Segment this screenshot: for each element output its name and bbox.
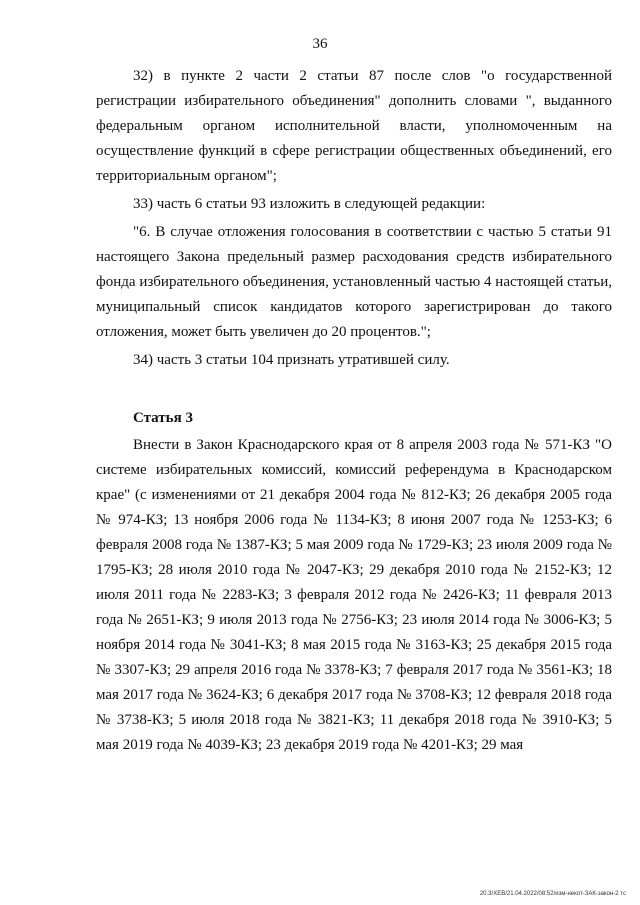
article-body: Внести в Закон Краснодарского края от 8 апреля 2003 года № 571-КЗ "О системе избирательных комиссий, комиссий референдума в Краснодарском крае" (с изменениями от 21 декабря 2004 года № 812-КЗ; 26 декабря 2005 года № 974-КЗ; 13 ноября 2006 года № 1134-КЗ; 8 июня 2007 года № 1253-КЗ; 6 февраля 2008 года № 1387-КЗ; 5 мая 2009 года № 1729-КЗ; 23 июля 2009 года № 1795-КЗ; 28 июля 2010 года № 2047-КЗ; 29 декабря 2010 года № 2152-КЗ; 12 июля 2011 года № 2283-КЗ; 3 февраля 2012 года № 2426-КЗ; 11 февраля 2013 года № 2651-КЗ; 9 июля 2013 года № 2756-КЗ; 23 июля 2014 года № 3006-КЗ; 5 ноября 2014 года № 3041-КЗ; 8 мая 2015 года № 3163-КЗ; 25 декабря 2015 года № 3307-КЗ; 29 апреля 2016 года № 3378-КЗ; 7 февраля 2017 года № 3561-КЗ; 18 мая 2017 года № 3624-КЗ; 6 декабря 2017 года № 3708-КЗ; 12 февраля 2018 года № 3738-КЗ; 5 июля 2018 года № 3821-КЗ; 11 декабря 2018 года № 3910-КЗ; 5 мая 2019 года № 4039-КЗ; 23 декабря 2019 года № 4201-КЗ; 29 мая [96, 437, 612, 753]
document-body [96, 64, 612, 758]
article-title: Статья 3 [133, 410, 193, 426]
paragraph-item-33-text: "6. В случае отложения голосования в соответствии с частью 5 статьи 91 настоящего Закона предельный размер расходования средств избирательного фонда избирательного объединения, установленный частью 4 настоящей статьи, муниципальный список кандидатов которого зарегистрирован до такого отложения, может быть увеличен до 20 процентов."; [96, 224, 612, 340]
footer-document-code: 20.3/ХЕВ/21.04.2022/08:52/изм-некот-ЗАК-закон-2 тс [479, 891, 626, 897]
page-number: 36 [312, 36, 328, 52]
paragraph-item-33: 33) часть 6 статьи 93 изложить в следующей редакции: [133, 196, 486, 212]
paragraph-item-34: 34) часть 3 статьи 104 признать утратившей силу. [133, 352, 450, 368]
paragraph-item-32: 32) в пункте 2 части 2 статьи 87 после слов "о государственной регистрации избирательного объединения" дополнить словами ", выданного федеральным органом исполнительной власти, уполномоченным на осуществление функций в сфере регистрации общественных объединений, его территориальным органом"; [96, 68, 612, 184]
